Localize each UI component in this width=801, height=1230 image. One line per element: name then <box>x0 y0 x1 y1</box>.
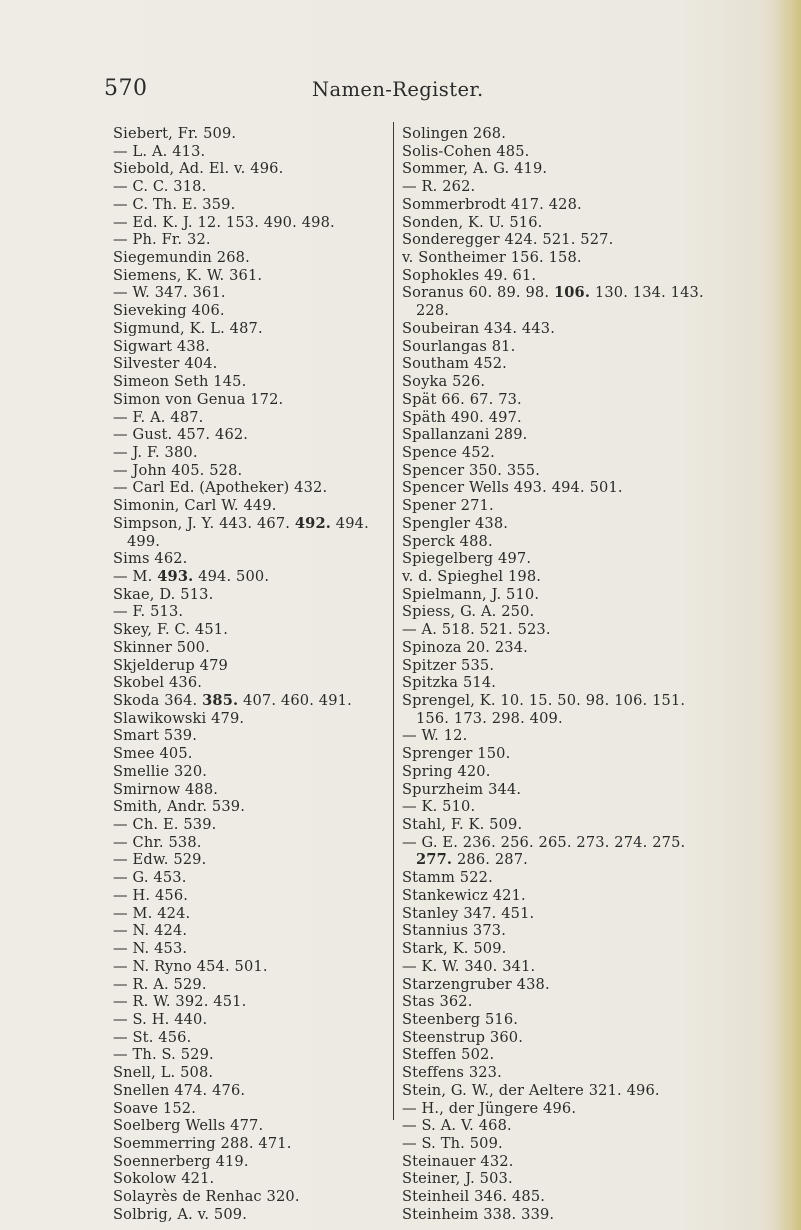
index-entry: Soennerberg 419. <box>113 1152 249 1170</box>
index-entry-continuation: 156. 173. 298. 409. <box>416 709 563 727</box>
index-entry: — S. A. V. 468. <box>402 1117 512 1135</box>
index-entry: Smart 539. <box>113 727 198 745</box>
index-entry: Sommer, A. G. 419. <box>402 160 548 178</box>
index-entry: Stanley 347. 451. <box>402 904 535 922</box>
index-entry: Skjelderup 479 <box>113 656 228 674</box>
index-entry: Stamm 522. <box>402 869 493 887</box>
index-entry: Sommerbrodt 417. 428. <box>402 195 582 213</box>
index-entry: Spiess, G. A. 250. <box>402 603 535 621</box>
index-entry: Sieveking 406. <box>113 302 225 320</box>
index-entry: — Chr. 538. <box>113 833 202 851</box>
index-entry: Spencer 350. 355. <box>402 461 540 479</box>
index-entry: Spät 66. 67. 73. <box>402 390 522 408</box>
index-entry: Silvester 404. <box>113 355 218 373</box>
index-entry: — Ph. Fr. 32. <box>113 231 211 249</box>
index-entry: — M. 493. 494. 500. <box>113 567 270 585</box>
index-entry: Snell, L. 508. <box>113 1064 214 1082</box>
index-entry: Sigmund, K. L. 487. <box>113 319 263 337</box>
index-entry: — G. E. 236. 256. 265. 273. 274. 275. <box>402 833 686 851</box>
running-title: Namen-Register. <box>312 78 484 101</box>
index-entry: — C. C. 318. <box>113 178 207 196</box>
index-entry: Simonin, Carl W. 449. <box>113 497 277 515</box>
index-entry: — C. Th. E. 359. <box>113 195 236 213</box>
index-entry: Smellie 320. <box>113 762 208 780</box>
index-entry: — R. 262. <box>402 178 476 196</box>
index-entry: Spinoza 20. 234. <box>402 638 528 656</box>
index-entry-continuation: 277. 286. 287. <box>416 851 528 869</box>
index-entry: Sonderegger 424. 521. 527. <box>402 231 614 249</box>
index-entry: Skinner 500. <box>113 638 210 656</box>
index-entry: Simpson, J. Y. 443. 467. 492. 494. <box>113 514 369 532</box>
index-entry: Steenberg 516. <box>402 1010 519 1028</box>
index-entry-continuation: 499. <box>127 532 161 550</box>
index-entry: Sprengel, K. 10. 15. 50. 98. 106. 151. <box>402 692 686 709</box>
index-entry: — Ed. K. J. 12. 153. 490. 498. <box>113 213 335 231</box>
index-entry: — S. Th. 509. <box>402 1134 503 1152</box>
index-entry: — M. 424. <box>113 904 191 922</box>
index-entry: Soave 152. <box>113 1099 196 1117</box>
index-entry: Stas 362. <box>402 993 473 1011</box>
index-entry: Stannius 373. <box>402 922 506 940</box>
index-entry: Steinheim 338. 339. <box>402 1205 555 1223</box>
index-entry: Siemens, K. W. 361. <box>113 266 263 284</box>
index-entry: — W. 347. 361. <box>113 284 226 302</box>
index-entry: Spence 452. <box>402 443 495 461</box>
index-entry: Sophokles 49. 61. <box>402 266 537 284</box>
index-entry: Siegemundin 268. <box>113 249 250 267</box>
index-entry: Skobel 436. <box>113 674 203 692</box>
index-entry: Stark, K. 509. <box>402 940 507 958</box>
index-entry: Slawikowski 479. <box>113 709 245 727</box>
index-entry: Sims 462. <box>113 550 188 568</box>
index-entry: — W. 12. <box>402 727 468 745</box>
index-entry: Sonden, K. U. 516. <box>402 213 543 231</box>
index-entry: Sourlangas 81. <box>402 337 516 355</box>
index-entry: — F. 513. <box>113 603 184 621</box>
index-entry: Soranus 60. 89. 98. 106. 130. 134. 143. <box>402 284 704 302</box>
index-entry: — St. 456. <box>113 1028 192 1046</box>
index-entry: — Carl Ed. (Apotheker) 432. <box>113 479 328 497</box>
index-entry: Spengler 438. <box>402 514 509 532</box>
index-entry: Skae, D. 513. <box>113 585 214 603</box>
index-entry: Smirnow 488. <box>113 780 219 798</box>
index-entry: Steenstrup 360. <box>402 1028 523 1046</box>
index-entry: — R. A. 529. <box>113 975 207 993</box>
index-entry: — J. F. 380. <box>113 443 198 461</box>
index-entry: Solis-Cohen 485. <box>402 142 530 160</box>
index-entry: Snellen 474. 476. <box>113 1081 246 1099</box>
index-entry: Simeon Seth 145. <box>113 373 247 391</box>
index-entry: Stankewicz 421. <box>402 886 526 904</box>
index-entry: Simon von Genua 172. <box>113 390 284 408</box>
index-entry: — R. W. 392. 451. <box>113 993 247 1011</box>
index-entry: Soemmerring 288. 471. <box>113 1134 292 1152</box>
index-entry: — John 405. 528. <box>113 461 243 479</box>
index-column-right <box>402 125 787 1224</box>
index-entry: Spallanzani 289. <box>402 426 528 444</box>
index-entry: — H. 456. <box>113 886 189 904</box>
index-entry: — N. Ryno 454. 501. <box>113 957 268 975</box>
index-entry: Steffen 502. <box>402 1046 495 1064</box>
index-entry: — L. A. 413. <box>113 142 206 160</box>
index-entry: v. d. Spieghel 198. <box>402 567 542 585</box>
index-entry: Steinheil 346. 485. <box>402 1188 546 1206</box>
index-entry: — S. H. 440. <box>113 1010 208 1028</box>
index-entry: Skey, F. C. 451. <box>113 621 229 639</box>
index-entry: Sperck 488. <box>402 532 493 550</box>
index-entry: Spiegelberg 497. <box>402 550 532 568</box>
index-entry: Siebert, Fr. 509. <box>113 125 237 142</box>
index-entry: Steffens 323. <box>402 1064 502 1082</box>
index-entry: — F. A. 487. <box>113 408 204 426</box>
index-entry: — Gust. 457. 462. <box>113 426 249 444</box>
index-entry: Spring 420. <box>402 762 491 780</box>
index-entry: Solbrig, A. v. 509. <box>113 1205 248 1223</box>
index-entry: Southam 452. <box>402 355 507 373</box>
index-entry: Soelberg Wells 477. <box>113 1117 264 1135</box>
index-entry: Späth 490. 497. <box>402 408 522 426</box>
index-entry: — Th. S. 529. <box>113 1046 214 1064</box>
index-entry: — Ch. E. 539. <box>113 816 217 834</box>
index-entry: — N. 453. <box>113 940 188 958</box>
index-entry: — K. 510. <box>402 798 476 816</box>
index-entry: — N. 424. <box>113 922 188 940</box>
index-entry: Spielmann, J. 510. <box>402 585 540 603</box>
column-divider <box>393 122 394 1120</box>
index-entry: Soubeiran 434. 443. <box>402 319 556 337</box>
page-number: 570 <box>104 76 148 101</box>
index-entry: Smee 405. <box>113 745 193 763</box>
index-entry: — Edw. 529. <box>113 851 207 869</box>
index-entry: Spitzka 514. <box>402 674 497 692</box>
index-entry: Sigwart 438. <box>113 337 210 355</box>
index-entry: Steinauer 432. <box>402 1152 514 1170</box>
index-entry: Starzengruber 438. <box>402 975 550 993</box>
index-entry: Steiner, J. 503. <box>402 1170 513 1188</box>
index-entry: Spener 271. <box>402 497 494 515</box>
index-entry: Soyka 526. <box>402 373 486 391</box>
index-entry: Siebold, Ad. El. v. 496. <box>113 160 284 178</box>
index-entry: Sokolow 421. <box>113 1170 215 1188</box>
index-entry-continuation: 228. <box>416 302 450 320</box>
index-entry: v. Sontheimer 156. 158. <box>402 249 582 267</box>
index-column-left <box>113 125 385 1224</box>
index-entry: Solayrès de Renhac 320. <box>113 1188 300 1206</box>
index-entry: Skoda 364. 385. 407. 460. 491. <box>113 692 352 709</box>
index-entry: Smith, Andr. 539. <box>113 798 246 816</box>
index-entry: — K. W. 340. 341. <box>402 957 536 975</box>
index-entry: Solingen 268. <box>402 125 506 142</box>
index-entry: — G. 453. <box>113 869 187 887</box>
index-entry: Sprenger 150. <box>402 745 511 763</box>
index-entry: — A. 518. 521. 523. <box>402 621 551 639</box>
index-entry: Spurzheim 344. <box>402 780 522 798</box>
index-entry: Stahl, F. K. 509. <box>402 816 523 834</box>
index-entry: Spencer Wells 493. 494. 501. <box>402 479 623 497</box>
index-entry: Spitzer 535. <box>402 656 495 674</box>
index-entry: Stein, G. W., der Aeltere 321. 496. <box>402 1081 660 1099</box>
index-entry: — H., der Jüngere 496. <box>402 1099 577 1117</box>
